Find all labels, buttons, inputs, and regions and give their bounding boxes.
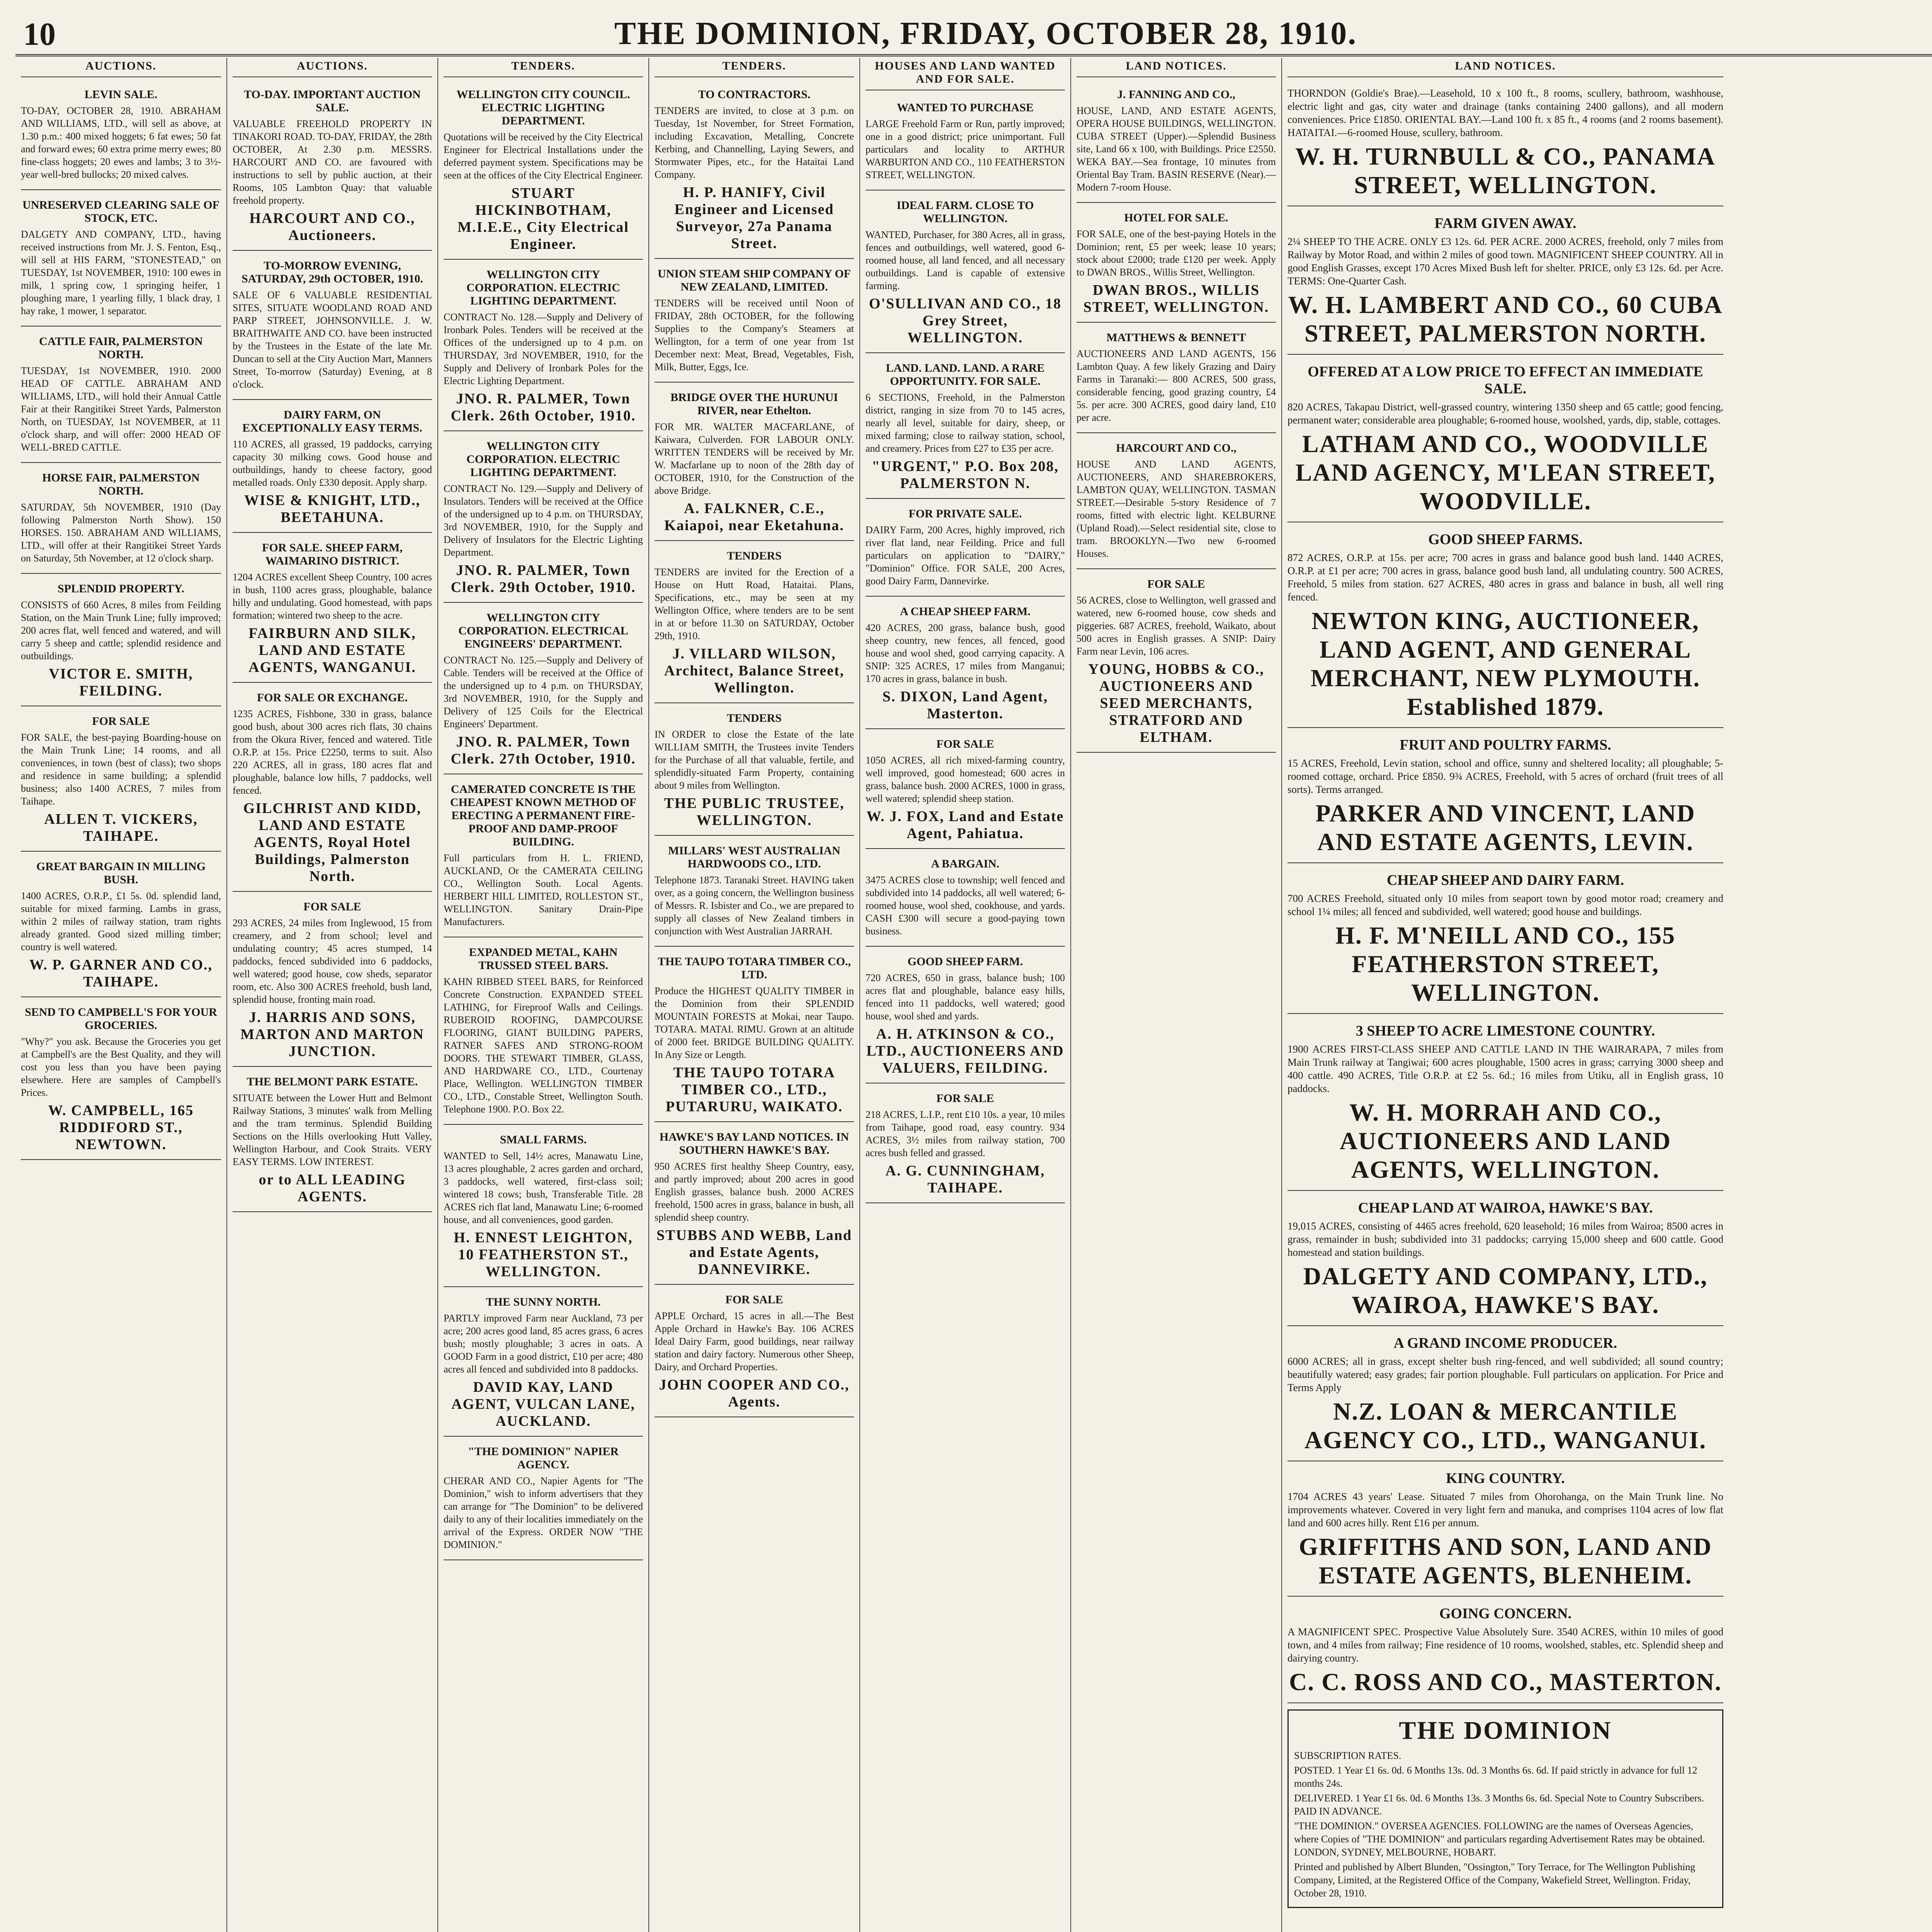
ad-body: Produce the HIGHEST QUALITY TIMBER in the Dominion from their SPLENDID MOUNTAIN FORESTS at Mokai, near Taupo. TOTARA. MATAI. RIMU. Grown at an altitude of 2000 feet. BRIDGE BUILDING QUALITY. In Any Size or Length.	[655, 985, 854, 1060]
ad-body: 420 ACRES, 200 grass, balance bush, good sheep country, new fences, all fenced, good house and wool shed, good carrying capacity. A SNIP: 325 ACRES, 17 miles from Manganui; 170 acres in grass, balance in bush.	[866, 622, 1065, 684]
ad-agent: GRIFFITHS AND SON, LAND AND ESTATE AGENTS, BLENHEIM.	[1299, 1533, 1712, 1589]
ad-body: TENDERS are invited for the Erection of a House on Hutt Road, Hataitai. Plans, Specifications, etc., may be seen at my Wellington Office, where tenders are to be sent in at or before 11.30 on SATURDAY, October 29th, 1910.	[655, 566, 854, 641]
ad-agent: N.Z. LOAN & MERCANTILE AGENCY CO., LTD., WANGANUI.	[1304, 1398, 1707, 1454]
ad-body: DAIRY Farm, 200 Acres, highly improved, rich river flat land, near Feilding. Price and full particulars on application to "DAIRY," "Dominion" Office. FOR SALE, 200 Acres, good Dairy Farm, Dannevirke.	[866, 524, 1065, 587]
ad-body: VALUABLE FREEHOLD PROPERTY IN TINAKORI ROAD. TO-DAY, FRIDAY, the 28th OCTOBER, At 2.30 p.m. MESSRS. HARCOURT AND CO. are favoured with instructions to sell by public auction, at their Rooms, 105 Lambton Quay: that valuable freehold property.	[233, 118, 432, 206]
page-number: 10	[23, 16, 56, 52]
ad-body: TENDERS will be received until Noon of FRIDAY, 28th OCTOBER, for the following Supplies to the Company's Steamers at Wellington, for a term of one year from 1st December next: Meat, Bread, Vegetables, Fish, Milk, Butter, Eggs, Ice.	[655, 298, 854, 372]
advertisement	[1287, 358, 1723, 522]
ad-title: THE BELMONT PARK ESTATE.	[247, 1075, 418, 1088]
ad-title: KING COUNTRY.	[1446, 1470, 1565, 1486]
advertisement	[1287, 1464, 1723, 1597]
ad-title: FOR SALE	[303, 900, 361, 913]
ad-title: GOOD SHEEP FARMS.	[1428, 531, 1583, 548]
ad-body: APPLE Orchard, 15 acres in all.—The Best Apple Orchard in Hawke's Bay. 106 ACRES Ideal Dairy Farm, good buildings, near railway station and dairy factory. Numerous other Sheep, Dairy, and Orchard Properties.	[655, 1310, 854, 1372]
ad-title: HARCOURT AND CO.,	[1116, 442, 1236, 454]
column	[15, 58, 226, 1932]
advertisement	[233, 403, 432, 533]
ad-agent: "URGENT," P.O. Box 208, PALMERSTON N.	[871, 458, 1059, 492]
advertisement	[866, 950, 1065, 1083]
ad-title: THE TAUPO TOTARA TIMBER CO., LTD.	[657, 955, 851, 981]
ad-body: 1704 ACRES 43 years' Lease. Situated 7 miles from Ohorohanga, on the Main Trunk line. No improvements whatever. Covered in very light fern and manuka, and comprises 1104 acres of low flat land and 600 acres hilly. Rent £16 per annum.	[1287, 1491, 1723, 1529]
advertisement	[233, 536, 432, 683]
ad-agent: JNO. R. PALMER, Town Clerk. 26th October, 1910.	[451, 391, 636, 424]
ad-body: TO-DAY, OCTOBER 28, 1910. ABRAHAM AND WILLIAMS, LTD., will sell as above, at 1.30 p.m.: 400 mixed hoggets; 6 fat ewes; 50 fat and forward ewes; 60 extra prime merry ewes; 80 fine-class hoggets; 20 ewes and lambs; 3 to 3½-year well-bred bullocks; 20 mixed calves.	[21, 105, 221, 180]
ad-agent: STUBBS AND WEBB, Land and Estate Agents, DANNEVIRKE.	[656, 1227, 852, 1277]
ad-title: CHEAP SHEEP AND DAIRY FARM.	[1386, 872, 1624, 888]
ad-agent: JOHN COOPER AND CO., Agents.	[659, 1377, 850, 1410]
advertisement	[1287, 1329, 1723, 1461]
ad-body: PARTLY improved Farm near Auckland, 73 per acre; 200 acres good land, 85 acres grass, 6 acres bush; mostly ploughable; 3 acres in oats. A GOOD Farm in a good district, £10 per acre; 480 acres all fenced and subdivided into 8 paddocks.	[444, 1313, 643, 1375]
ad-body: 700 ACRES Freehold, situated only 10 miles from seaport town by good motor road; creamery and school 1¼ miles; all fenced and subdivided, well watered; good house and buildings.	[1287, 893, 1723, 917]
ad-title: FOR SALE	[936, 1092, 994, 1105]
ad-agent: GILCHRIST AND KIDD, LAND AND ESTATE AGENTS, Royal Hotel Buildings, Palmerston North.	[243, 800, 422, 884]
advertisement	[444, 83, 643, 260]
ad-title: GREAT BARGAIN IN MILLING BUSH.	[36, 860, 206, 886]
ad-title: GOOD SHEEP FARM.	[907, 955, 1023, 968]
ad-agent: VICTOR E. SMITH, FEILDING.	[49, 666, 193, 699]
ad-body: 218 ACRES, L.I.P., rent £10 10s. a year, 10 miles from Taihape, good road, easy country. 934 ACRES, 3½ miles from railway station, 700 acres bush felled and grassed.	[866, 1109, 1065, 1158]
advertisement	[1287, 1017, 1723, 1191]
advertisement	[866, 356, 1065, 499]
subscription-title: THE DOMINION	[1399, 1716, 1612, 1745]
ad-body: 1050 ACRES, all rich mixed-farming country, well improved, good homestead; 600 acres in grass, balance bush. 2000 ACRES, 1000 in grass, well watered; splendid sheep station.	[866, 755, 1065, 804]
advertisement	[655, 839, 854, 947]
ad-body: 1900 ACRES FIRST-CLASS SHEEP AND CATTLE LAND IN THE WAIRARAPA, 7 miles from Main Trunk railway at Tangiwai; 600 acres ploughable, 1500 acres in grass; carrying 3000 sheep and 400 cattle. 490 ACRES, Title O.R.P. at £2 5s. 6d.; 16 miles from Utiku, all in English grass, 10 paddocks.	[1287, 1043, 1723, 1094]
ad-body: 56 ACRES, close to Wellington, well grassed and watered, new 6-roomed house, cow sheds and piggeries. 687 ACRES, freehold, Waikato, about 500 acres in English grasses. A SNIP: Dairy Farm near Levin, 106 acres.	[1077, 595, 1276, 657]
advertisement	[866, 732, 1065, 849]
ad-title: TENDERS	[727, 712, 782, 724]
column-heading: LAND NOTICES.	[1077, 58, 1276, 77]
advertisement	[655, 950, 854, 1122]
column-heading: LAND NOTICES.	[1287, 58, 1723, 77]
column	[1070, 58, 1281, 1932]
newspaper-title: THE DOMINION, FRIDAY, OCTOBER 28, 1910.	[614, 15, 1357, 51]
ad-body: CONTRACT No. 128.—Supply and Delivery of Ironbark Poles. Tenders will be received at the Offices of the undersigned up to 4 p.m. on THURSDAY, 3rd NOVEMBER, 1910, for the Supply and Delivery of Ironbark Poles for the Electric Lighting Department.	[444, 311, 643, 386]
ad-body: KAHN RIBBED STEEL BARS, for Reinforced Concrete Construction. EXPANDED STEEL LATHING, for Fireproof Walls and Ceilings. RUBEROID ROOFING, DAMPCOURSE FLOORING, GIANT BUILDING PAPERS, RATNER SAFES AND STRONG-ROOM DOORS. THE STEWART TIMBER, GLASS, AND HARDWARE CO., LTD., Courtenay Place, Wellington. WELLINGTON TIMBER CO., LTD., Constable Street, Wellington South. Telephone 1900. P.O. Box 22.	[444, 976, 643, 1115]
ad-agent: W. P. GARNER AND CO., TAIHAPE.	[29, 957, 213, 990]
advertisement	[655, 1125, 854, 1285]
column-heading: HOUSES AND LAND WANTED AND FOR SALE.	[866, 58, 1065, 90]
ad-body: CONTRACT No. 129.—Supply and Delivery of Insulators. Tenders will be received at the Office of the undersigned up to 4 p.m. on THURSDAY, 3rd NOVEMBER, 1910, for the Supply and Delivery of Insulators for the Electric Lighting Department.	[444, 483, 643, 558]
advertisement	[444, 1128, 643, 1287]
ad-agent: JNO. R. PALMER, Town Clerk. 29th October, 1910.	[451, 562, 636, 595]
ad-agent: STUART HICKINBOTHAM, M.I.E.E., City Electrical Engineer.	[457, 185, 629, 252]
ad-agent: A. G. CUNNINGHAM, TAIHAPE.	[885, 1163, 1045, 1196]
subscription-delivered: DELIVERED. 1 Year £1 6s. 0d. 6 Months 13s. 3 Months 6s. 6d. Special Note to Country Subscribers. PAID IN ADVANCE.	[1294, 1793, 1704, 1817]
ad-agent: YOUNG, HOBBS & CO., AUCTIONEERS AND SEED MERCHANTS, STRATFORD AND ELTHAM.	[1088, 661, 1265, 745]
ad-title: TO CONTRACTORS.	[698, 88, 811, 101]
advertisement	[444, 434, 643, 603]
ad-title: UNION STEAM SHIP COMPANY OF NEW ZEALAND, LIMITED.	[657, 267, 851, 293]
column-heading: AUCTIONS.	[233, 58, 432, 77]
advertisement	[444, 777, 643, 937]
ad-title: WELLINGTON CITY CORPORATION. ELECTRIC LIGHTING DEPARTMENT.	[466, 440, 620, 479]
ad-agent: S. DIXON, Land Agent, Masterton.	[882, 689, 1048, 722]
ad-title: EXPANDED METAL, KAHN TRUSSED STEEL BARS.	[469, 946, 618, 972]
ad-agent: O'SULLIVAN AND CO., 18 Grey Street, WELLINGTON.	[869, 296, 1062, 346]
ad-agent: JNO. R. PALMER, Town Clerk. 27th October, 1910.	[451, 734, 636, 767]
ad-title: A CHEAP SHEEP FARM.	[900, 605, 1031, 618]
ad-body: DALGETY AND COMPANY, LTD., having received instructions from Mr. J. S. Fenton, Esq., will sell at HIS FARM, "STONESTEAD," on TUESDAY, 1st NOVEMBER, 1910: 100 ewes in milk, 1 spring cow, 1 springing heifer, 1 ploughing mare, 1 yearling filly, 1 black dray, 1 hay rake, 1 mower, 1 separator.	[21, 229, 221, 316]
column-heading: TENDERS.	[444, 58, 643, 77]
ad-agent: C. C. ROSS AND CO., MASTERTON.	[1289, 1668, 1722, 1696]
advertisement	[655, 262, 854, 383]
ad-body: THORNDON (Goldie's Brae).—Leasehold, 10 x 100 ft., 8 rooms, scullery, bathroom, washhouse, electric light and gas, city water and drainage (tanks containing 2400 gallons), and all modern conveniences. Price £1850. ORIENTAL BAY.—Land 100 ft. x 85 ft., 4 rooms (and 2 rooms basement). HATAITAI.—6-roomed House, scullery, bathroom.	[1287, 87, 1723, 138]
advertisement	[233, 895, 432, 1067]
column	[1281, 58, 1729, 1932]
subscription-subtitle: SUBSCRIPTION RATES.	[1294, 1750, 1401, 1761]
ad-title: THE SUNNY NORTH.	[486, 1296, 601, 1308]
ad-agent: DWAN BROS., WILLIS STREET, WELLINGTON.	[1083, 282, 1269, 315]
ad-agent: A. H. ATKINSON & CO., LTD., AUCTIONEERS AND VALUERS, FEILDING.	[866, 1026, 1064, 1076]
ad-agent: THE TAUPO TOTARA TIMBER CO., LTD., PUTARURU, WAIKATO.	[665, 1065, 843, 1115]
advertisement	[655, 706, 854, 836]
advertisement	[1287, 731, 1723, 863]
ad-body: SITUATE between the Lower Hutt and Belmont Railway Stations, 3 minutes' walk from Melling and the tram terminus. Splendid Building Sections on the Hills overlooking Hutt Valley, Wellington Harbour, and Cook Straits. VERY EASY TERMS. LOW INTEREST.	[233, 1092, 432, 1167]
advertisement	[655, 83, 854, 259]
ad-title: J. FANNING AND CO.,	[1117, 88, 1236, 101]
ad-body: 1235 ACRES, Fishbone, 330 in grass, balance good bush, about 300 acres rich flats, 30 chains from the Okura River, fenced and watered. Title O.R.P. at 15s. Price £2250, terms to suit. Also 220 ACRES, all in grass, 180 acres flat and ploughable, balance low hills, 7 paddocks, well fenced.	[233, 708, 432, 796]
ad-agent: H. F. M'NEILL AND CO., 155 FEATHERSTON STREET, WELLINGTON.	[1335, 922, 1675, 1006]
advertisement	[1287, 866, 1723, 1014]
ad-body: 1400 ACRES, O.R.P., £1 5s. 0d. splendid land, suitable for mixed farming. Lambs in grass, within 2 miles of railway station, tram rights already granted. Good sized milling timber; country is well watered.	[21, 890, 221, 952]
ad-body: SALE OF 6 VALUABLE RESIDENTIAL SITES, SITUATE WOODLAND ROAD AND PARP STREET, JOHNSONVILLE. J. W. BRAITHWAITE AND CO. have been instructed by the Trustees in the Estate of the late Mr. Duncan to sell at the City Auction Mart, Manners Street, To-morrow (Saturday) Evening, at 8 o'clock.	[233, 289, 432, 390]
ad-agent: W. CAMPBELL, 165 RIDDIFORD ST., NEWTOWN.	[48, 1102, 194, 1153]
ad-body: AUCTIONEERS AND LAND AGENTS, 156 Lambton Quay. A few likely Grazing and Dairy Farms in Taranaki:— 800 ACRES, 500 grass, considerable fencing, good grazing country, £4 5s. per acre. 300 ACRES, good dairy land, £10 per acre.	[1077, 348, 1276, 423]
ad-body: WANTED, Purchaser, for 380 Acres, all in grass, fences and outbuildings, well watered, good 6-roomed house, all land fenced, and all necessary outbuildings. Land is capable of extensive farming.	[866, 229, 1065, 291]
ad-body: TUESDAY, 1st NOVEMBER, 1910. 2000 HEAD OF CATTLE. ABRAHAM AND WILLIAMS, LTD., will hold their Annual Cattle Fair at their Rangitikei Street Yards, Palmerston North, on TUESDAY, 1st NOVEMBER, at 11 o'clock sharp, and will offer: 2000 HEAD OF WELL-BRED CATTLE.	[21, 365, 221, 453]
advertisement	[1077, 572, 1276, 753]
advertisement	[444, 1440, 643, 1560]
subscription-posted: POSTED. 1 Year £1 6s. 0d. 6 Months 13s. 0d. 3 Months 6s. 6d. If paid strictly in advance for full 12 months 24s.	[1294, 1765, 1697, 1789]
ad-body: HOUSE, LAND, AND ESTATE AGENTS, OPERA HOUSE BUILDINGS, WELLINGTON. CUBA STREET (Upper).—Splendid Business site, Land 66 x 100, with Buildings. Price £2550. WEKA BAY.—Sea frontage, 10 minutes from Oriental Bay Tram. BASIN RESERVE (Near).—Modern 7-room House.	[1077, 105, 1276, 193]
advertisement	[21, 709, 221, 852]
ad-agent: W. H. TURNBULL & CO., PANAMA STREET, WELLINGTON.	[1295, 143, 1716, 199]
ad-body: FOR SALE, one of the best-paying Hotels in the Dominion; rent, £5 per week; lease 10 years; stock about £2000; trade £120 per week. Apply to DWAN BROS., Willis Street, Wellington.	[1077, 228, 1276, 278]
advertisement	[1287, 1194, 1723, 1326]
advertisement	[233, 83, 432, 251]
ad-body: 6 SECTIONS, Freehold, in the Palmerston district, ranging in size from 70 to 145 acres, nearly all level, suitable for dairy, sheep, or mixed farming; close to railway station, school, and creamery. Prices from £27 to £35 per acre.	[866, 392, 1065, 454]
ad-body: CHERAR AND CO., Napier Agents for "The Dominion," wish to inform advertisers that they can arrange for "The Dominion" to be delivered daily to any of their localities immediately on the arrival of the Express. ORDER NOW "THE DOMINION."	[444, 1475, 643, 1550]
ad-body: TENDERS are invited, to close at 3 p.m. on Tuesday, 1st November, for Street Formation, including Excavation, Metalling, Concrete Kerbing, and Channelling, Laying Sewers, and Stormwater Pipes, etc., for the Hataitai Land Company.	[655, 105, 854, 180]
ad-body: WANTED to Sell, 14½ acres, Manawatu Line, 13 acres ploughable, 2 acres garden and orchard, 3 paddocks, well watered, first-class soil; wintered 18 cows; bush, Transferable Title. 28 ACRES rich flat land, Manawatu Line; 6-roomed house, and all conveniences, good garden.	[444, 1150, 643, 1225]
ad-title: TO-DAY. IMPORTANT AUCTION SALE.	[244, 88, 421, 114]
ad-body: 950 ACRES first healthy Sheep Country, easy, and partly improved; about 200 acres in good English grasses, balance bush. 2000 ACRES freehold, 1500 acres in grass, balance in bush, all splendid sheep country.	[655, 1161, 854, 1223]
advertisement	[233, 686, 432, 892]
advertisement	[21, 330, 221, 463]
ad-title: FOR SALE	[936, 738, 994, 750]
advertisement	[866, 96, 1065, 190]
ad-title: HAWKE'S BAY LAND NOTICES. IN SOUTHERN HAWKE'S BAY.	[659, 1131, 849, 1156]
ad-body: 720 ACRES, 650 in grass, balance bush; 100 acres flat and ploughable, balance easy hills, fenced into 11 paddocks, well watered; good house, wool shed and yards.	[866, 972, 1065, 1022]
ad-agent: FAIRBURN AND SILK, LAND AND ESTATE AGENTS, WANGANUI.	[248, 625, 416, 675]
ad-title: FOR SALE OR EXCHANGE.	[257, 691, 408, 704]
ad-title: GOING CONCERN.	[1439, 1605, 1572, 1622]
ad-body: 293 ACRES, 24 miles from Inglewood, 15 from creamery, and 2 from school; level and undulating country; 45 acres stumped, 14 paddocks, fenced subdivided into 6 paddocks, well watered; good house, cow sheds, separator room, etc. Also 300 ACRES freehold, bush land, splendid house, fronting main road.	[233, 917, 432, 1005]
ad-agent: HARCOURT AND CO., Auctioneers.	[249, 210, 415, 243]
advertisement	[866, 194, 1065, 353]
ad-body: FOR MR. WALTER MACFARLANE, of Kaiwara, Culverden. FOR LABOUR ONLY. WRITTEN TENDERS will be received by Mr. W. Macfarlane up to noon of the 28th day of OCTOBER, 1910, for the Construction of the above Bridge.	[655, 421, 854, 496]
ad-title: WANTED TO PURCHASE	[897, 101, 1034, 114]
ad-body: FOR SALE, the best-paying Boarding-house on the Main Trunk Line; 14 rooms, and all conveniences, in town (best of class); two shops and residence in same building; a splendid business; also 1400 ACRES, 7 miles from Taihape.	[21, 732, 221, 807]
ad-body: 110 ACRES, all grassed, 19 paddocks, carrying capacity 30 milking cows. Good house and outbuildings, handy to cheese factory, good metalled roads. Only £330 deposit. Apply sharp.	[233, 439, 432, 488]
ad-body: 3475 ACRES close to township; well fenced and subdivided into 14 paddocks, all well watered; 6-roomed house, wool shed, cookhouse, and yards. CASH £300 will secure a good-paying town business.	[866, 874, 1065, 937]
ad-title: SPLENDID PROPERTY.	[58, 582, 184, 595]
advertisement	[655, 544, 854, 703]
ad-body: SATURDAY, 5th NOVEMBER, 1910 (Day following Palmerston North Show). 150 HORSES. 150. ABRAHAM AND WILLIAMS, LTD., will offer at their Rangitikei Street Yards on Saturday, 5th November, at 12 o'clock sharp.	[21, 502, 221, 564]
ad-body: "Why?" you ask. Because the Groceries you get at Campbell's are the Best Quality, and they will cost you less than you have been paying elsewhere. Here are samples of Campbell's Prices.	[21, 1036, 221, 1098]
column-heading: TENDERS.	[655, 58, 854, 77]
ad-agent: or to ALL LEADING AGENTS.	[259, 1172, 406, 1205]
ad-agent: W. H. LAMBERT AND CO., 60 CUBA STREET, PALMERSTON NORTH.	[1288, 291, 1723, 347]
ad-agent: ALLEN T. VICKERS, TAIHAPE.	[44, 811, 198, 844]
ad-title: BRIDGE OVER THE HURUNUI RIVER, near Ethelton.	[670, 391, 838, 417]
ad-title: IDEAL FARM. CLOSE TO WELLINGTON.	[896, 199, 1034, 225]
printer-imprint: Printed and published by Albert Blunden, "Ossington," Tory Terrace, for The Wellington Publishing Company, Limited, at the Registered Office of the Company, Wakefield Street, Wellington. Friday, October 28, 1910.	[1294, 1861, 1696, 1899]
ad-title: FARM GIVEN AWAY.	[1434, 215, 1577, 231]
advertisement	[444, 940, 643, 1125]
column	[437, 58, 648, 1932]
advertisement	[1077, 326, 1276, 433]
ad-title: TO-MORROW EVENING, SATURDAY, 29th OCTOBER, 1910.	[241, 259, 423, 285]
ad-agent: H. ENNEST LEIGHTON, 10 FEATHERSTON ST., WELLINGTON.	[454, 1230, 633, 1280]
ad-body: A MAGNIFICENT SPEC. Prospective Value Absolutely Sure. 3540 ACRES, within 10 miles of good town, and 4 miles from railway; Fine residence of 10 rooms, woolshed, stables, etc. Splendid sheep and dairying country.	[1287, 1626, 1723, 1664]
ad-body: CONTRACT No. 125.—Supply and Delivery of Cable. Tenders will be received at the Office of the undersigned up to 4 p.m. on THURSDAY, 3rd NOVEMBER, 1910, for the Supply and Delivery of 125 Coils for the Electrical Engineers' Department.	[444, 655, 643, 730]
ad-body: 1204 ACRES excellent Sheep Country, 100 acres in bush, 1100 acres grass, ploughable, balance hilly and undulating. Good homestead, with paps formation; wintered two sheep to the acre.	[233, 571, 432, 621]
column	[648, 58, 859, 1932]
subscription-box	[1287, 1709, 1723, 1908]
ad-title: TENDERS	[727, 549, 782, 562]
ad-title: OFFERED AT A LOW PRICE TO EFFECT AN IMMEDIATE SALE.	[1308, 364, 1703, 397]
advertisement	[21, 1000, 221, 1160]
ad-agent: W. J. FOX, Land and Estate Agent, Pahiatua.	[866, 808, 1064, 842]
ad-title: LEVIN SALE.	[84, 88, 158, 101]
advertisement	[866, 852, 1065, 947]
ad-title: 3 SHEEP TO ACRE LIMESTONE COUNTRY.	[1355, 1023, 1655, 1039]
ad-body: 872 ACRES, O.R.P. at 15s. per acre; 700 acres in grass and balance good bush land. 1440 ACRES, O.R.P. at £1 per acre; 700 acres in grass, balance good bush land, all undulating country. 500 ACRES, Freehold, 5 miles from station. 627 ACRES, 480 acres in grass and balance in bush, all well ring fenced.	[1287, 552, 1723, 603]
ad-title: MILLARS' WEST AUSTRALIAN HARDWOODS CO., LTD.	[668, 844, 840, 870]
ad-body: IN ORDER to close the Estate of the late WILLIAM SMITH, the Trustees invite Tenders for the Purchase of all that valuable, fertile, and splendidly-situated Farm Property, containing about 9 miles from Wellington.	[655, 729, 854, 791]
ad-body: LARGE Freehold Farm or Run, partly improved; one in a good district; price unimportant. Full particulars and locality to ARTHUR WARBURTON AND CO., 110 FEATHERSTON STREET, WELLINGTON.	[866, 118, 1065, 180]
ad-title: A BARGAIN.	[931, 857, 1000, 870]
advertisement	[233, 254, 432, 400]
advertisement	[233, 1070, 432, 1212]
advertisement	[655, 1288, 854, 1417]
ad-agent: H. P. HANIFY, Civil Engineer and Licensed Surveyor, 27a Panama Street.	[674, 184, 834, 252]
ad-title: A GRAND INCOME PRODUCER.	[1393, 1335, 1617, 1351]
advertisement	[1077, 206, 1276, 323]
ad-title: FOR SALE	[725, 1293, 783, 1306]
ad-agent: THE PUBLIC TRUSTEE, WELLINGTON.	[664, 795, 845, 828]
ad-title: MATTHEWS & BENNETT	[1106, 331, 1246, 344]
ad-body: 15 ACRES, Freehold, Levin station, school and office, sunny and sheltered locality; all ploughable; 5-roomed cottage, orchard. Price £850. 9¾ ACRES, Freehold, with 5 acres of orchard (fruit trees of all sorts). Terms arranged.	[1287, 757, 1723, 795]
advertisement	[655, 386, 854, 541]
ad-agent: J. HARRIS AND SONS, MARTON AND MARTON JUNCTION.	[240, 1009, 424, 1060]
advertisement	[866, 1087, 1065, 1203]
advertisement	[21, 83, 221, 190]
advertisement	[1287, 209, 1723, 355]
advertisement	[21, 193, 221, 327]
ad-body: 820 ACRES, Takapau District, well-grassed country, wintering 1350 sheep and 65 cattle; good fencing, permanent water; considerable area ploughable; 6-roomed house, woolshed, yards, dip, stable, cottages.	[1287, 401, 1723, 426]
ad-title: CAMERATED CONCRETE IS THE CHEAPEST KNOWN METHOD OF ERECTING A PERMANENT FIRE-PROOF AND DAMP-PROOF BUILDING.	[450, 783, 636, 848]
advertisement	[1077, 83, 1276, 203]
advertisement	[21, 577, 221, 706]
ad-title: CATTLE FAIR, PALMERSTON NORTH.	[39, 335, 203, 361]
advertisement	[444, 606, 643, 774]
column	[226, 58, 437, 1932]
advertisement	[444, 1290, 643, 1437]
ad-title: HOTEL FOR SALE.	[1124, 211, 1228, 224]
ad-title: SEND TO CAMPBELL'S FOR YOUR GROCERIES.	[25, 1006, 217, 1032]
ad-title: WELLINGTON CITY CORPORATION. ELECTRICAL ENGINEERS' DEPARTMENT.	[458, 611, 628, 650]
ad-title: UNRESERVED CLEARING SALE OF STOCK, ETC.	[22, 199, 219, 224]
ad-body: 2¼ SHEEP TO THE ACRE. ONLY £3 12s. 6d. PER ACRE. 2000 ACRES, freehold, only 7 miles from Railway by Motor Road, and within 2 miles of good town. MAGNIFICENT SHEEP COUNTRY. All in good English Grasses, except 170 Acres Mixed Bush left for shelter. PRICE, only £3 12s. 6d. per Acre. TERMS: One-Quarter Cash.	[1287, 236, 1723, 287]
column-heading: AUCTIONS.	[21, 58, 221, 77]
ad-title: FOR SALE	[1147, 578, 1205, 590]
ad-title: FOR SALE. SHEEP FARM, WAIMARINO DISTRICT.	[262, 541, 403, 567]
advertisement	[1287, 83, 1723, 206]
ad-body: 19,015 ACRES, consisting of 4465 acres freehold, 620 leasehold; 16 miles from Wairoa; 8500 acres in grass, remainder in bush; subdivided into 31 paddocks; carrying 15,000 sheep and 600 cattle. Good homestead and station buildings.	[1287, 1220, 1723, 1258]
ad-body: 6000 ACRES; all in grass, except shelter bush ring-fenced, and well subdivided; all sound country; beautifully watered; easy grades; fair portion ploughable. Full particulars on application. For Price and Terms Apply	[1287, 1355, 1723, 1393]
ad-title: WELLINGTON CITY CORPORATION. ELECTRIC LIGHTING DEPARTMENT.	[466, 268, 620, 307]
ad-title: WELLINGTON CITY COUNCIL. ELECTRIC LIGHTING DEPARTMENT.	[456, 88, 630, 127]
ad-title: SMALL FARMS.	[500, 1133, 587, 1146]
advertisement	[1077, 436, 1276, 569]
ad-body: Quotations will be received by the City Electrical Engineer for Electrical Installations under the deferred payment system. Specifications may be seen at the offices of the City Electrical Engineer.	[444, 131, 643, 181]
ad-agent: LATHAM AND CO., WOODVILLE LAND AGENCY, M'LEAN STREET, WOODVILLE.	[1295, 430, 1716, 515]
advertisement	[21, 466, 221, 574]
ad-title: FRUIT AND POULTRY FARMS.	[1400, 737, 1611, 753]
columns-container	[15, 58, 1932, 1932]
advertisement	[866, 502, 1065, 597]
ad-agent: NEWTON KING, AUCTIONEER, LAND AGENT, AND GENERAL MERCHANT, NEW PLYMOUTH. Established 1879.	[1310, 607, 1701, 720]
advertisement	[1287, 1600, 1723, 1703]
ad-agent: J. VILLARD WILSON, Architect, Balance Street, Wellington.	[664, 646, 845, 696]
ad-agent: DALGETY AND COMPANY, LTD., WAIROA, HAWKE'S BAY.	[1303, 1262, 1708, 1318]
ad-title: "THE DOMINION" NAPIER AGENCY.	[468, 1445, 619, 1471]
ad-title: FOR PRIVATE SALE.	[908, 507, 1022, 520]
ad-agent: W. H. MORRAH AND CO., AUCTIONEERS AND LAND AGENTS, WELLINGTON.	[1340, 1099, 1671, 1183]
advertisement	[21, 855, 221, 997]
ad-title: HORSE FAIR, PALMERSTON NORTH.	[42, 471, 200, 497]
advertisement	[866, 600, 1065, 729]
advertisement	[444, 263, 643, 431]
masthead	[15, 12, 1932, 56]
ad-body: HOUSE AND LAND AGENTS, AUCTIONEERS, AND SHAREBROKERS, LAMBTON QUAY, WELLINGTON. TASMAN STREET.—Desirable 5-story Residence of 7 rooms, fitted with electric light. KELBURNE (Upland Road).—Select residential site, close to tram. BROOKLYN.—Two new 6-roomed Houses.	[1077, 459, 1276, 559]
ad-agent: A. FALKNER, C.E., Kaiapoi, near Eketahuna.	[664, 500, 844, 534]
ad-title: FOR SALE	[92, 715, 150, 728]
ad-body: Full particulars from H. L. FRIEND, AUCKLAND, Or the CAMERATA CEILING CO., Wellington South. Local Agents. HERBERT HILL LIMITED, ROLLESTON ST., WELLINGTON. Sanitary Drain-Pipe Manufacturers.	[444, 852, 643, 927]
ad-agent: WISE & KNIGHT, LTD., BEETAHUNA.	[244, 492, 420, 526]
ad-title: CHEAP LAND AT WAIROA, HAWKE'S BAY.	[1358, 1200, 1653, 1216]
ad-title: DAIRY FARM, ON EXCEPTIONALLY EASY TERMS.	[242, 408, 422, 434]
ad-body: Telephone 1873. Taranaki Street. HAVING taken over, as a going concern, the Wellington business of Messrs. R. Isbister and Co., we are prepared to supply all classes of New Zealand timbers in conjunction with West Australian JARRAH.	[655, 874, 854, 937]
oversea-agencies: "THE DOMINION." OVERSEA AGENCIES. FOLLOWING are the names of Overseas Agencies, where Copies of "THE DOMINION" and particulars regarding Advertisement Rates may be obtained. LONDON, SYDNEY, MELBOURNE, HOBART.	[1294, 1820, 1705, 1858]
ad-body: CONSISTS of 660 Acres, 8 miles from Feilding Station, on the Main Trunk Line; fully improved; 200 acres flat, well fenced and watered, and will carry 5 sheep and cattle; splendid residence and outbuildings.	[21, 599, 221, 662]
advertisement	[1287, 526, 1723, 728]
ad-title: LAND. LAND. LAND. A RARE OPPORTUNITY. FOR SALE.	[886, 362, 1045, 388]
column	[859, 58, 1070, 1932]
ad-agent: PARKER AND VINCENT, LAND AND ESTATE AGENTS, LEVIN.	[1315, 799, 1696, 855]
ad-agent: DAVID KAY, LAND AGENT, VULCAN LANE, AUCKLAND.	[451, 1379, 635, 1429]
